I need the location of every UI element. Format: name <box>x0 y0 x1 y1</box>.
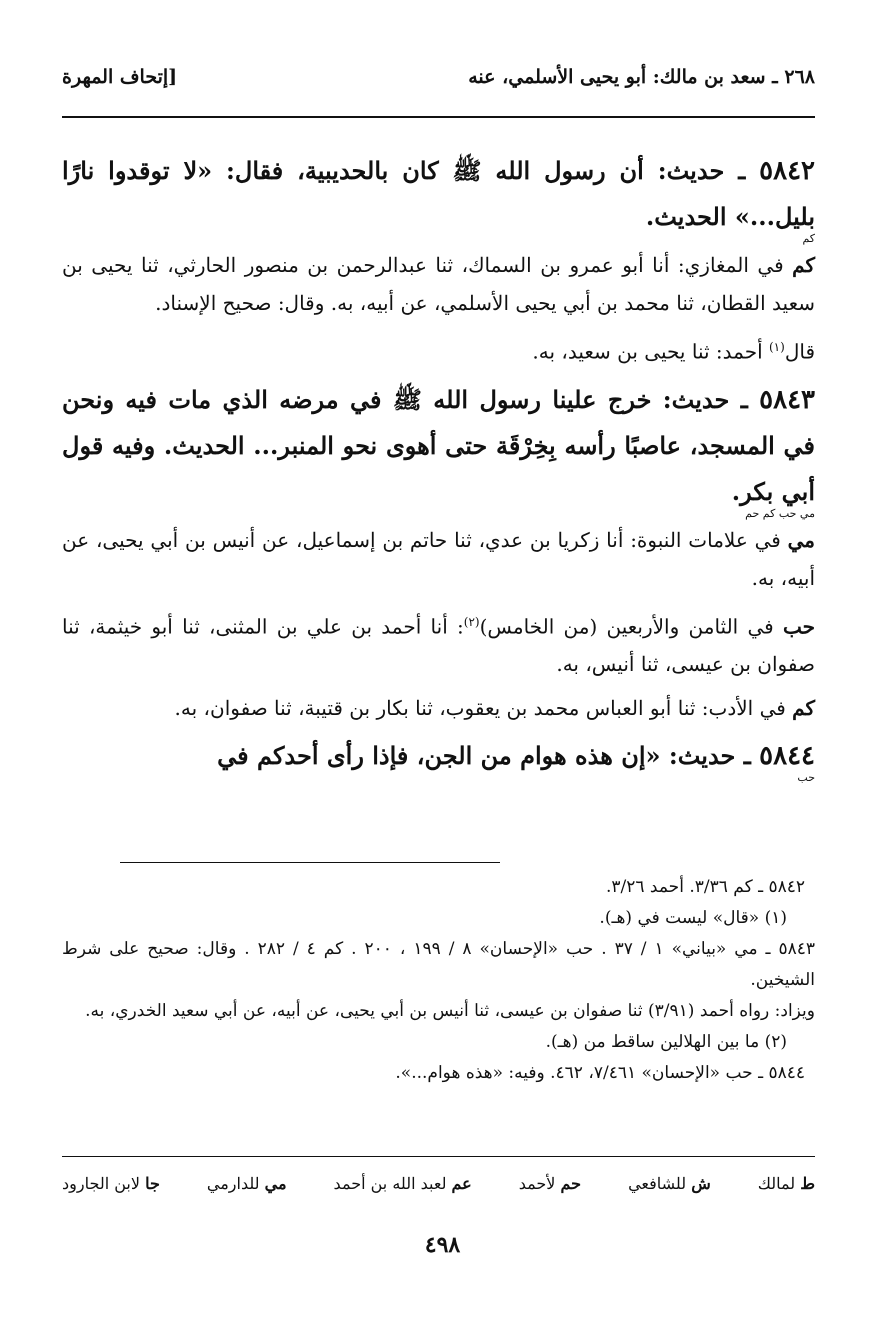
legend-description: لعبد الله بن أحمد <box>333 1174 447 1193</box>
hadith-entry <box>62 148 815 240</box>
hadith-text: ـ حديث: خرج علينا رسول الله ﷺ في مرضه الذي مات فيه ونحن في المسجد، عاصبًا رأسه بِخِرْقَة حتى أهوى نحو المنبر... الحديث. وفيه قول أبي بكر. <box>62 384 815 506</box>
footnote-line: ويزاد: رواه أحمد (٣/٩١) ثنا صفوان بن عيسى، ثنا أنيس بن أبي يحيى، عن أبيه، عن أبي سعيد الخدري، به. <box>85 1001 815 1021</box>
source-text: قال <box>784 339 815 364</box>
source-text: : أنا أحمد بن علي بن المثنى، ثنا أبو خيثمة، ثنا صفوان بن عيسى، ثنا أنيس، به. <box>62 614 815 677</box>
legend-description: لمالك <box>757 1174 796 1193</box>
legend-symbol: ط <box>800 1174 815 1193</box>
main-text <box>62 148 815 785</box>
source-entry <box>62 521 815 597</box>
source-text: في علامات النبوة: أنا زكريا بن عدي، ثنا حاتم بن إسماعيل، عن أنيس بن أبي يحيى، عن أبيه، به. <box>62 527 815 590</box>
legend-item <box>334 1174 472 1193</box>
source-text: في الأدب: ثنا أبو العباس محمد بن يعقوب، ثنا بكار بن قتيبة، ثنا صفوان، به. <box>174 696 793 721</box>
legend-description: للدارمي <box>206 1174 260 1193</box>
hadith-number: ٥٨٤٢ <box>759 156 815 186</box>
hadith-number: ٥٨٤٤ <box>759 741 815 772</box>
source-entry <box>62 603 815 684</box>
source-abbreviations: مي حب كم حم <box>745 506 815 520</box>
source-text: في الثامن والأربعين (من الخامس) <box>479 614 783 639</box>
footnote-line: (١) «قال» ليست في (هـ). <box>599 908 787 928</box>
source-entry <box>62 689 815 727</box>
hadith-number: ٥٨٤٣ <box>759 384 815 415</box>
source-abbr: مي <box>787 527 815 552</box>
footnote-line: ٥٨٤٢ ـ كم ٣/٣٦. أحمد ٣/٢٦. <box>606 877 805 897</box>
abbreviation-legend <box>62 1174 815 1193</box>
legend-item <box>519 1174 581 1193</box>
footnote-line: ٥٨٤٣ ـ مي «بياني» ١ / ٣٧ . حب «الإحسان» ٨ / ١٩٩ ، ٢٠٠ . كم ٤ / ٢٨٢ . وقال: صحيح على شرط الشيخين. <box>62 939 815 990</box>
page-number: ٤٩٨ <box>424 1232 461 1258</box>
footnote-line: ٥٨٤٤ ـ حب «الإحسان» ٧/٤٦١، ٤٦٢. وفيه: «هذه هوام...». <box>395 1063 805 1083</box>
header-book-title: [إتحاف المهرة <box>62 66 178 88</box>
footnote-ref: (١) <box>768 340 785 354</box>
source-abbreviations: كم <box>802 232 815 245</box>
legend-item <box>207 1174 287 1193</box>
legend-description: لابن الجارود <box>62 1174 140 1193</box>
source-text: في المغازي: أنا أبو عمرو بن السماك، ثنا عبدالرحمن بن منصور الحارثي، ثنا يحيى بن سعيد القطان، ثنا محمد بن أبي يحيى الأسلمي، عن أبيه، به. وقال: صحيح الإسناد. <box>62 253 815 315</box>
running-header <box>62 66 815 88</box>
legend-item <box>628 1174 711 1193</box>
source-abbr: حب <box>782 614 815 639</box>
hadith-entry <box>62 377 815 515</box>
hadith-text: ـ حديث: «إن هذه هوام من الجن، فإذا رأى أحدكم في <box>217 741 760 771</box>
legend-symbol: حم <box>560 1174 582 1193</box>
legend-symbol: ش <box>691 1174 711 1193</box>
legend-symbol: مي <box>264 1174 287 1193</box>
legend-symbol: جا <box>145 1174 160 1193</box>
source-text: أحمد: ثنا يحيى بن سعيد، به. <box>532 339 769 364</box>
legend-item <box>62 1174 160 1193</box>
footnote-line: (٢) ما بين الهلالين ساقط من (هـ). <box>545 1032 787 1052</box>
hadith-text: ـ حديث: أن رسول الله ﷺ كان بالحديبية، فقال: «لا توقدوا نارًا بليل...» الحديث. <box>62 156 815 231</box>
source-entry <box>62 246 815 322</box>
footnote-separator <box>120 862 500 863</box>
header-chapter-title: ٢٦٨ ـ سعد بن مالك: أبو يحيى الأسلمي، عنه <box>468 66 815 88</box>
legend-rule <box>62 1156 815 1157</box>
legend-symbol: عم <box>451 1174 472 1193</box>
legend-item <box>758 1174 815 1193</box>
source-entry <box>62 328 815 371</box>
footnotes <box>62 872 815 1089</box>
source-abbr: كم <box>792 253 815 277</box>
footnote-ref: (٢) <box>463 614 480 629</box>
source-abbreviations: حب <box>797 771 815 785</box>
legend-description: للشافعي <box>628 1174 687 1193</box>
legend-description: لأحمد <box>518 1174 556 1193</box>
source-abbr: كم <box>792 696 815 721</box>
header-rule <box>62 116 815 118</box>
